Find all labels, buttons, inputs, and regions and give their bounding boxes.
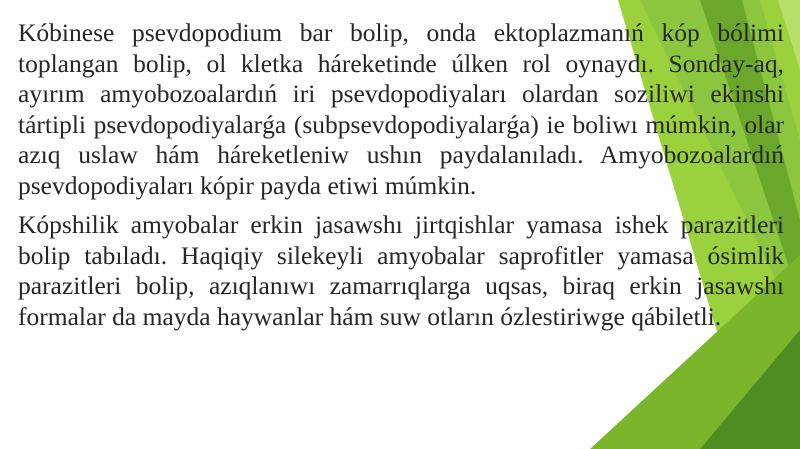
paragraph-1: Kóbinese psevdopodium bar bolip, onda ektoplazmanıń kóp bólimi toplangan bolip, ol kletka háreketinde úlken rol oynaydı. Sonday-aq, ayırım amyobozoalardıń iri psevdopodiyaları olardan soziliwi ekinshi tártipli psevdopodiyalarǵa (subpsevdopodiyalarǵa) ie boliwı múmkin, olar azıq uslaw hám háreketleniw ushın paydalanıladı. Amyobozoalardıń psevdopodiyaları kópir payda etiwi múmkin.	[18, 18, 784, 200]
paragraph-2: Kópshilik amyobalar erkin jasawshı jirtqishlar yamasa ishek parazitleri bolip tabıladı. Haqiqiy silekeyli amyobalar saprofitler yamasa ósimlik parazitleri bolip, azıqlanıwı zamarrıqlarga uqsas, biraq erkin jasawshı formalar da mayda haywanlar hám suw otların ózlestiriwge qábiletli.	[18, 210, 784, 331]
slide-text-body	[18, 18, 784, 332]
